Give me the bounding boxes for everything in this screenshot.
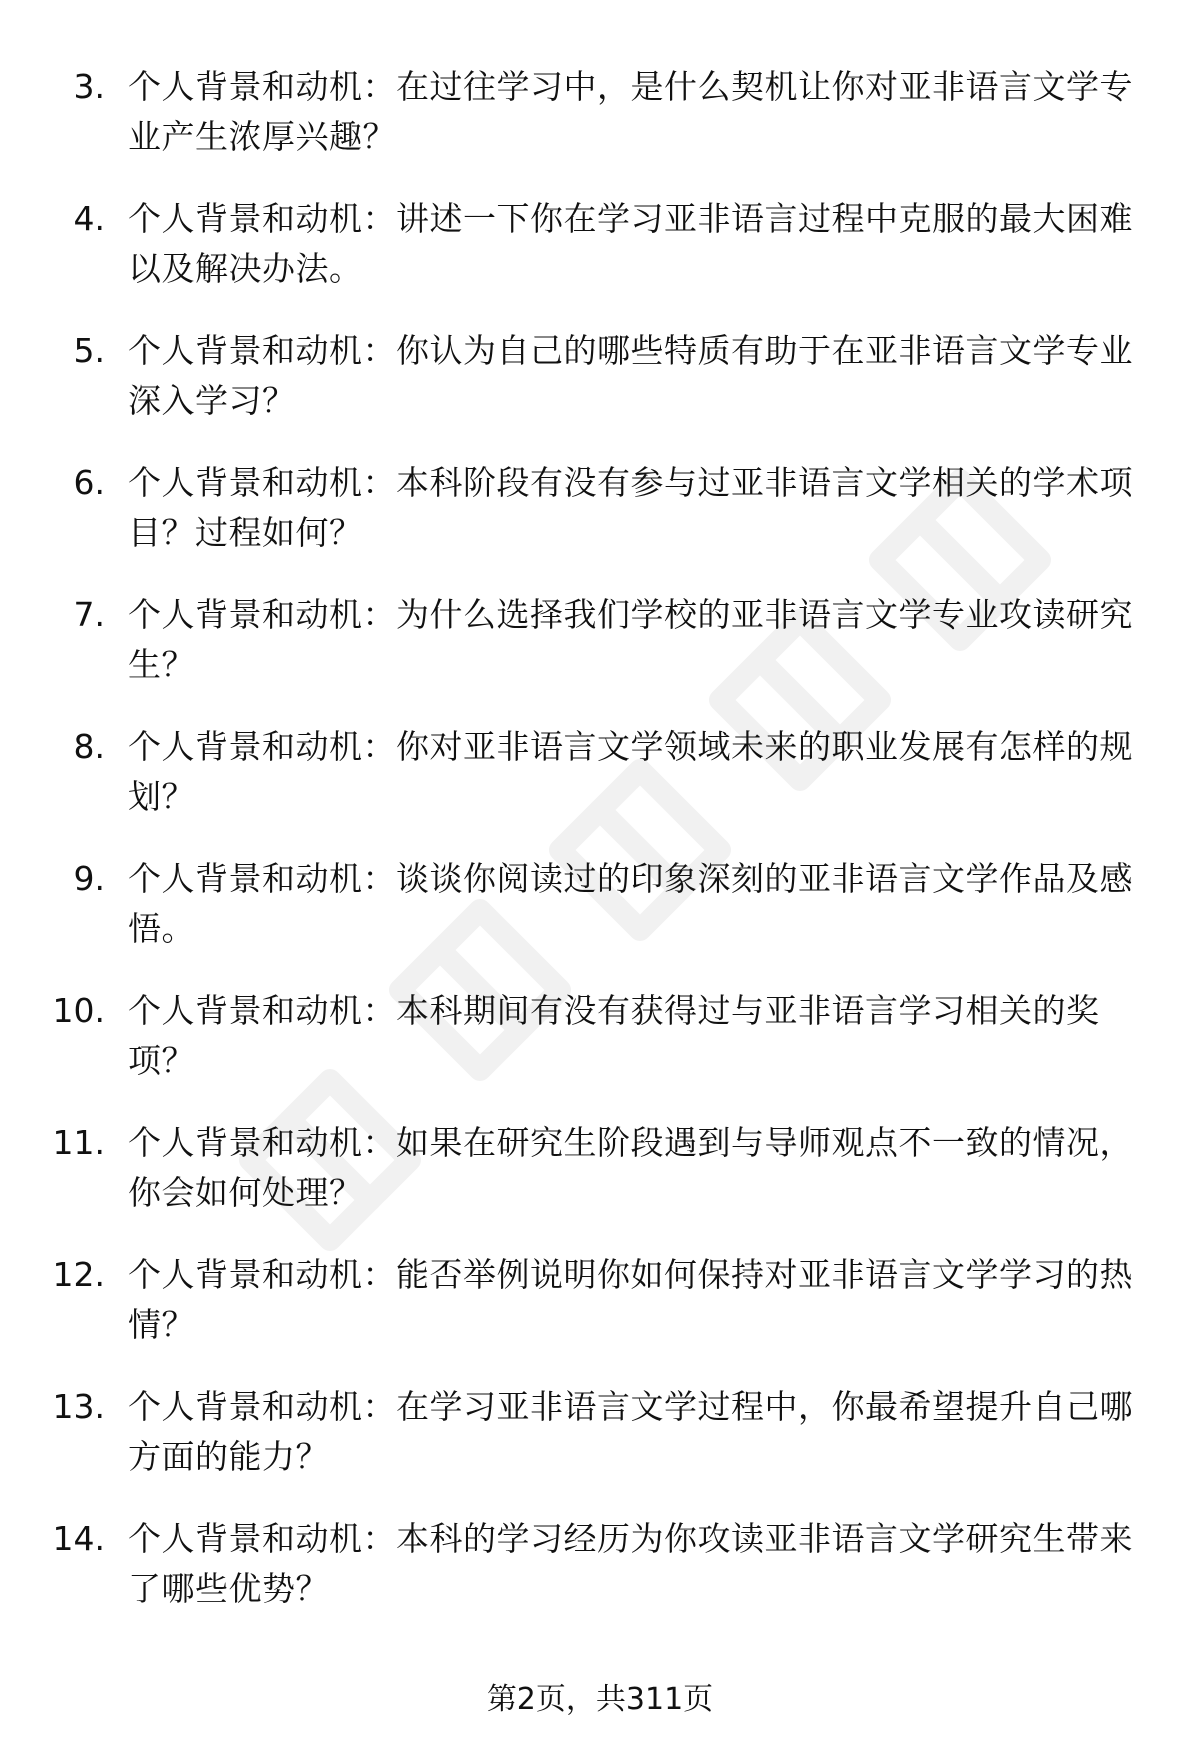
question-number: 14. bbox=[52, 1519, 105, 1558]
question-number: 10. bbox=[52, 991, 105, 1030]
question-text: 个人背景和动机：本科的学习经历为你攻读亚非语言文学研究生带来了哪些优势？ bbox=[128, 1519, 1133, 1608]
question-text: 个人背景和动机：在学习亚非语言文学过程中，你最希望提升自己哪方面的能力？ bbox=[128, 1387, 1133, 1476]
question-text: 个人背景和动机：你认为自己的哪些特质有助于在亚非语言文学专业深入学习？ bbox=[128, 331, 1133, 420]
question-text: 个人背景和动机：如果在研究生阶段遇到与导师观点不一致的情况，你会如何处理？ bbox=[128, 1123, 1133, 1212]
list-item bbox=[0, 52, 1200, 162]
question-list bbox=[0, 52, 1200, 1636]
question-number: 13. bbox=[52, 1387, 105, 1426]
page-footer: 第2页，共311页 bbox=[486, 1682, 714, 1717]
list-item bbox=[0, 580, 1200, 690]
list-item bbox=[0, 1240, 1200, 1350]
list-item bbox=[0, 1108, 1200, 1218]
question-text: 个人背景和动机：为什么选择我们学校的亚非语言文学专业攻读研究生？ bbox=[128, 595, 1133, 684]
question-text: 个人背景和动机：本科阶段有没有参与过亚非语言文学相关的学术项目？过程如何？ bbox=[128, 463, 1133, 552]
question-number: 8. bbox=[73, 727, 105, 766]
question-number: 5. bbox=[73, 331, 105, 370]
list-item bbox=[0, 844, 1200, 954]
question-text: 个人背景和动机：你对亚非语言文学领域未来的职业发展有怎样的规划？ bbox=[128, 727, 1133, 816]
list-item bbox=[0, 1372, 1200, 1482]
question-number: 4. bbox=[73, 199, 105, 238]
question-text: 个人背景和动机：能否举例说明你如何保持对亚非语言文学学习的热情？ bbox=[128, 1255, 1133, 1344]
list-item bbox=[0, 976, 1200, 1086]
question-number: 6. bbox=[73, 463, 105, 502]
question-number: 11. bbox=[52, 1123, 105, 1162]
list-item bbox=[0, 316, 1200, 426]
question-number: 9. bbox=[73, 859, 105, 898]
question-text: 个人背景和动机：本科期间有没有获得过与亚非语言学习相关的奖项？ bbox=[128, 991, 1100, 1080]
question-text: 个人背景和动机：在过往学习中，是什么契机让你对亚非语言文学专业产生浓厚兴趣？ bbox=[128, 67, 1133, 156]
question-number: 7. bbox=[73, 595, 105, 634]
question-text: 个人背景和动机：谈谈你阅读过的印象深刻的亚非语言文学作品及感悟。 bbox=[128, 859, 1133, 948]
question-number: 12. bbox=[52, 1255, 105, 1294]
question-text: 个人背景和动机：讲述一下你在学习亚非语言过程中克服的最大困难以及解决办法。 bbox=[128, 199, 1133, 288]
list-item bbox=[0, 448, 1200, 558]
question-number: 3. bbox=[73, 67, 105, 106]
list-item bbox=[0, 184, 1200, 294]
list-item bbox=[0, 712, 1200, 822]
list-item bbox=[0, 1504, 1200, 1614]
